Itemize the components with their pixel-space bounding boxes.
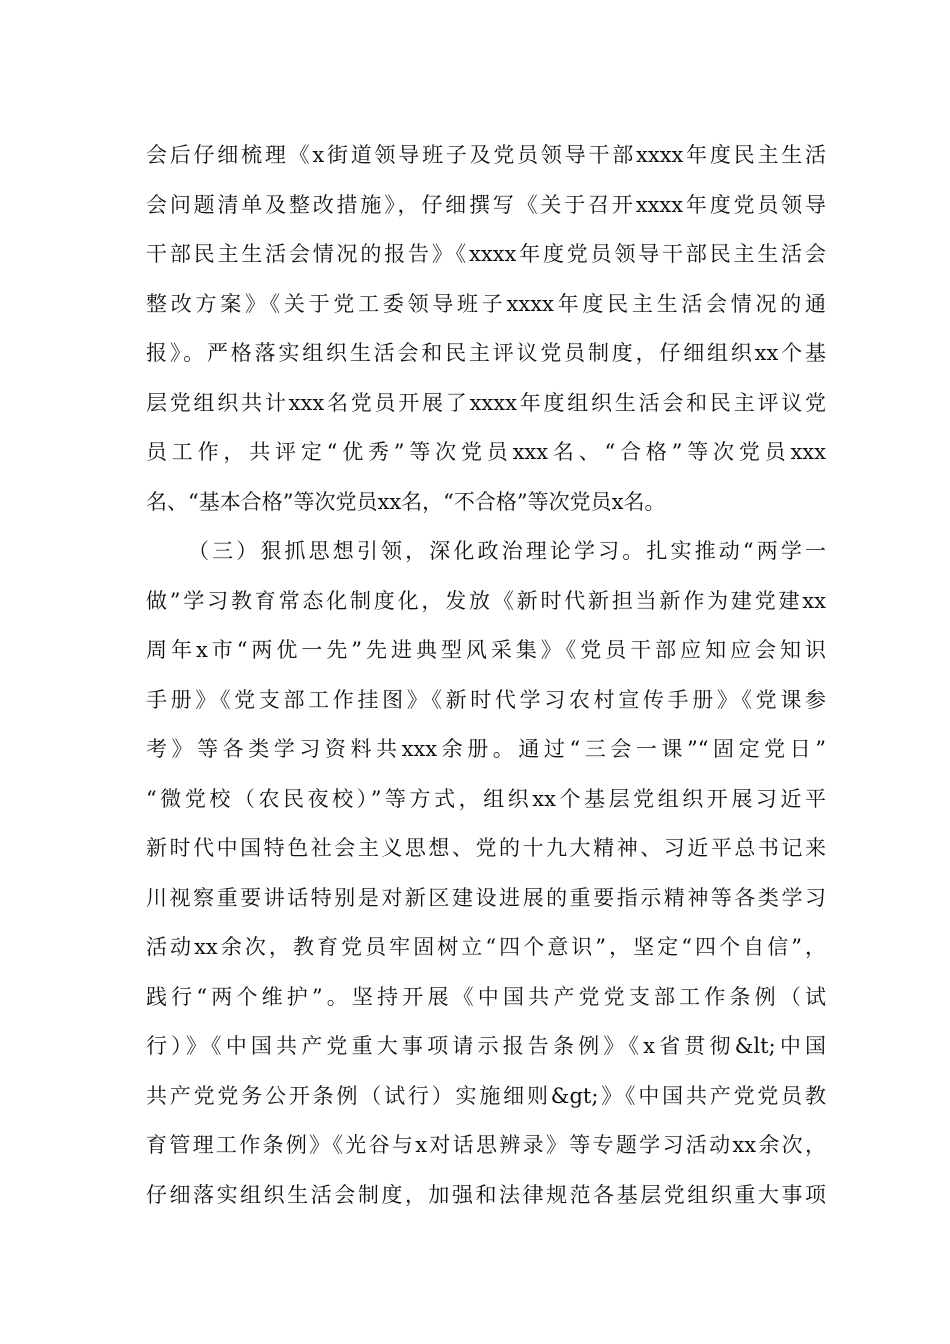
text-line: 川视察重要讲话特别是对新区建设进展的重要指示精神等各类学习 xyxy=(146,885,826,910)
text-line: 报》。严格落实组织生活会和民主评议党员制度，仔细组织xx个基 xyxy=(146,341,826,365)
text-line: 活动xx余次，教育党员牢固树立“四个意识”，坚定“四个自信”， xyxy=(146,935,826,959)
text-line: 共产党党务公开条例（试行）实施细则&gt;》《中国共产党党员教 xyxy=(146,1083,826,1108)
text-line: 干部民主生活会情况的报告》《xxxx年度党员领导干部民主生活会 xyxy=(146,242,826,266)
text-line: 育管理工作条例》《光谷与x对话思辨录》等专题学习活动xx余次， xyxy=(146,1133,826,1157)
text-line: 层党组织共计xxx名党员开展了xxxx年度组织生活会和民主评议党 xyxy=(146,390,826,415)
text-line: 考》等各类学习资料共xxx余册。通过“三会一课”“固定党日” xyxy=(146,737,826,761)
text-line: 周年x市“两优一先”先进典型风采集》《党员干部应知应会知识 xyxy=(146,638,826,662)
text-line: 名、“基本合格”等次党员xx名，“不合格”等次党员x名。 xyxy=(146,489,666,514)
text-line: 会后仔细梳理《x街道领导班子及党员领导干部xxxx年度民主生活 xyxy=(146,143,826,167)
text-line: 会问题清单及整改措施》，仔细撰写《关于召开xxxx年度党员领导 xyxy=(146,192,826,217)
text-line: 新时代中国特色社会主义思想、党的十九大精神、习近平总书记来 xyxy=(146,836,826,860)
text-line: 仔细落实组织生活会制度，加强和法律规范各基层党组织重大事项 xyxy=(146,1182,826,1207)
text-line: 行）》《中国共产党重大事项请示报告条例》《x省贯彻&lt;中国 xyxy=(146,1034,826,1058)
text-line: 践行“两个维护”。坚持开展《中国共产党党支部工作条例（试 xyxy=(146,984,826,1009)
body-text xyxy=(146,131,826,1220)
text-line: 做”学习教育常态化制度化，发放《新时代新担当新作为建党建xx xyxy=(146,588,826,613)
paragraph-heading-line: （三）狠抓思想引领，深化政治理论学习。扎实推动“两学一 xyxy=(188,539,826,563)
text-line: “微党校（农民夜校）”等方式，组织xx个基层党组织开展习近平 xyxy=(146,786,826,811)
text-line: 整改方案》《关于党工委领导班子xxxx年度民主生活会情况的通 xyxy=(146,291,826,316)
text-line: 员工作，共评定“优秀”等次党员xxx名、“合格”等次党员xxx xyxy=(146,440,826,464)
text-line: 手册》《党支部工作挂图》《新时代学习农村宣传手册》《党课参 xyxy=(146,687,826,712)
